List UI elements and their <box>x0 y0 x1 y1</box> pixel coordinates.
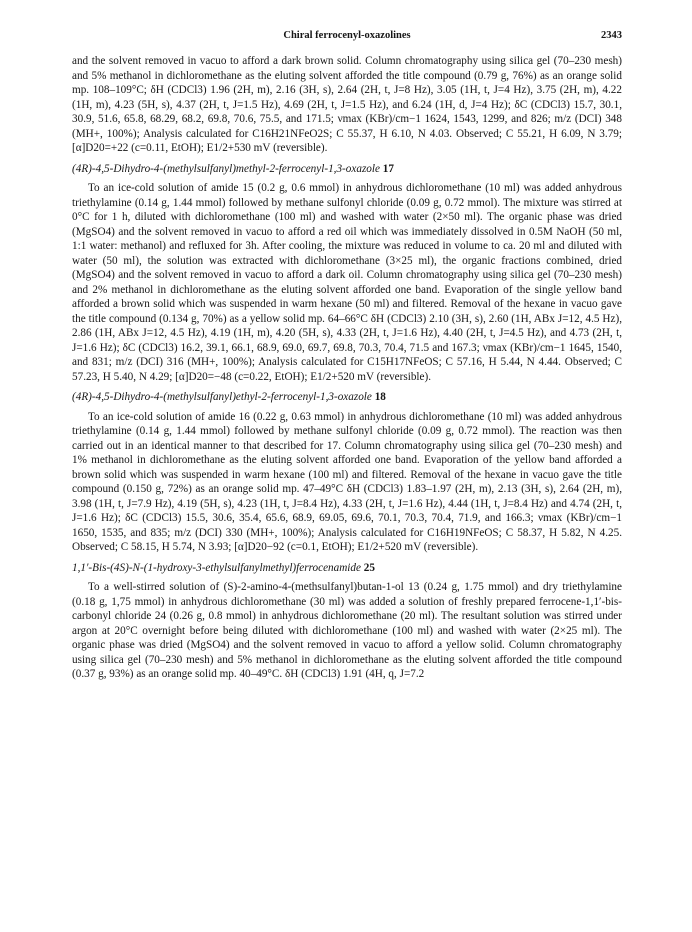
procedure-paragraph-25: To a well-stirred solution of (S)-2-amino-4-(methsulfanyl)butan-1-ol 13 (0.24 g, 1.75 mmol) and dry triethylamine (0.18 g, 1,75 mmol) in anhydrous dichloromethane (30 ml) was added a solution of freshly prepared ferrocene-1,1′-bis-carbonyl chloride 24 (0.26 g, 0.8 mmol) in anhydrous dichloromethane (20 ml). The resultant solution was stirred under argon at 20°C overnight before being diluted with dichloromethane (100 ml) and washed with water (2×25 ml). The organic phase was dried (MgSO4) and the solvent removed in vacuo to afford a yellow solid. Column chromatography using silica gel (70–230 mesh) and 5% methanol in dichloromethane as the eluting solvent afforded the title compound (0.37 g, 93%) as an orange solid mp. 40–49°C. δH (CDCl3) 1.91 (4H, q, J=7.2 <box>72 581 622 680</box>
compound-number: 17 <box>382 162 394 175</box>
body-text <box>72 54 622 682</box>
compound-heading-18 <box>72 390 622 405</box>
procedure-paragraph-17: To an ice-cold solution of amide 15 (0.2 g, 0.6 mmol) in anhydrous dichloromethane (10 ml) was added anhydrous triethylamine (0.14 g, 1.44 mmol) followed by methane sulfonyl chloride (0.09 g, 0.72 mmol). The mixture was stirred at 0°C for 1 h, diluted with dichloromethane (100 ml) and washed with water (2×50 ml). The organic phase was dried (MgSO4) and the solvent removed in vacuo to afford a red oil which was immediately dissolved in 0.5M NaOH (50 ml, 1:1 water: methanol) and refluxed for 3h. After cooling, the mixture was reduced in volume to ca. 20 ml and diluted with water (50 ml), the solution was extracted with dichloromethane (3×25 ml), the organic fractions combined, dried (MgSO4) and the solvent removed in vacuo to afford a dark oil. Column chromatography using silica gel (70–230 mesh) and 2% methanol in dichloromethane as the eluting solvent afforded one band. Evaporation of the single yellow band afforded a brown solid which was suspended in warm hexane (50 ml) and filtered. Removal of the hexane in vacuo gave the title compound (0.134 g, 70%) as a yellow solid mp. 64–66°C δH (CDCl3) 2.10 (3H, s), 2.60 (1H, ABx J=12, 4.5 Hz), 2.86 (1H, ABx J=12, 4.5 Hz), 4.19 (1H, m), 4.20 (5H, s), 4.33 (2H, t, J=1.6 Hz), 4.40 (2H, t, J=4.5 Hz), and 4.73 (2H, t, J=1.6 Hz); δC (CDCl3) 16.2, 39.1, 66.1, 68.9, 69.0, 69.7, 69.8, 70.3, 70.4, 71.5 and 167.3; νmax (KBr)/cm−1 1645, 1540, and 831; m/z (DCI) 316 (MH+, 100%); Analysis calculated for C15H17NFeOS; C 57.16, H 5.44, N 4.44. Observed; C 57.23, H 5.40, N 4.29; [α]D20=−48 (c=0.22, EtOH); E1/2+520 mV (reversible). <box>72 182 622 383</box>
compound-number: 18 <box>374 391 386 403</box>
compound-heading-title: (4R)-4,5-Dihydro-4-(methylsulfanyl)methyl-2-ferrocenyl-1,3-oxazole <box>72 162 380 175</box>
compound-heading-25 <box>72 561 622 576</box>
compound-heading-17 <box>72 162 622 177</box>
paragraph-continued: and the solvent removed in vacuo to afford a dark brown solid. Column chromatography using silica gel (70–230 mesh) and 5% methanol in dichloromethane as the eluting solvent afforded the title compound (0.79 g, 76%) as an orange solid mp. 108–109°C; δH (CDCl3) 1.96 (2H, m), 2.16 (3H, s), 2.64 (2H, t, J=8 Hz), 3.05 (1H, t, J=4 Hz), 3.75 (2H, m), 4.22 (1H, m), 4.23 (5H, s), 4.37 (2H, t, J=1.5 Hz), 4.69 (2H, t, J=1.5 Hz), and 6.24 (1H, d, J=4 Hz); δC (CDCl3) 15.7, 30.1, 30.9, 51.6, 65.8, 68.29, 68.2, 69.8, 70.6, 75.5, and 171.5; νmax (KBr)/cm−1 1624, 1543, 1299, and 826; m/z (DCI) 348 (MH+, 100%); Analysis calculated for C16H21NFeO2S; C 55.37, H 6.10, N 4.03. Observed; C 55.21, H 6.09, N 3.79; [α]D20=+22 (c=0.11, EtOH); E1/2+530 mV (reversible). <box>72 55 622 154</box>
running-head <box>72 30 622 46</box>
procedure-paragraph-18: To an ice-cold solution of amide 16 (0.22 g, 0.63 mmol) in anhydrous dichloromethane (10 ml) was added anhydrous triethylamine (0.14 g, 1.44 mmol) followed by methane sulfonyl chloride (0.09 g, 0.72 mmol). The reaction was then carried out in an identical manner to that described for 17. Column chromatography using silica gel (70–230 mesh) and 1% methanol in dichloromethane as the eluting solvent afforded one band. Evaporation of the yellow band afforded a brown solid which was suspended in warm hexane (100 ml) and filtered. Removal of the hexane in vacuo gave the title compound (0.150 g, 72%) as an orange solid mp. 47–49°C δH (CDCl3) 1.83–1.97 (2H, m), 2.13 (3H, s), 2.64 (2H, m), 3.98 (1H, t, J=7.9 Hz), 4.19 (5H, s), 4.23 (1H, t, J=8.4 Hz), 4.33 (2H, t, J=1.6 Hz), 4.44 (1H, t, J=8.4 Hz) and 4.74 (2H, t, J=1.6 Hz); δC (CDCl3) 15.5, 30.6, 35.4, 65.6, 68.9, 69.05, 69.6, 70.1, 70.3, 70.4, 71.9, and 166.3; νmax (KBr)/cm−1 1650, 1535, and 835; m/z (DCI) 330 (MH+, 100%); Analysis calculated for C16H19NFeOS; C 58.37, H 5.82, N 4.25. Observed; C 58.15, H 5.74, N 3.93; [α]D20−92 (c=0.1, EtOH); E1/2+520 mV (reversible). <box>72 410 622 553</box>
compound-heading-title: (4R)-4,5-Dihydro-4-(methylsulfanyl)ethyl-2-ferrocenyl-1,3-oxazole <box>72 391 372 403</box>
running-head-title: Chiral ferrocenyl-oxazolines <box>283 30 411 41</box>
compound-number: 25 <box>363 561 375 574</box>
page-number: 2343 <box>601 30 622 41</box>
compound-heading-title: 1,1′-Bis-(4S)-N-(1-hydroxy-3-ethylsulfanylmethyl)ferrocenamide <box>72 561 361 574</box>
